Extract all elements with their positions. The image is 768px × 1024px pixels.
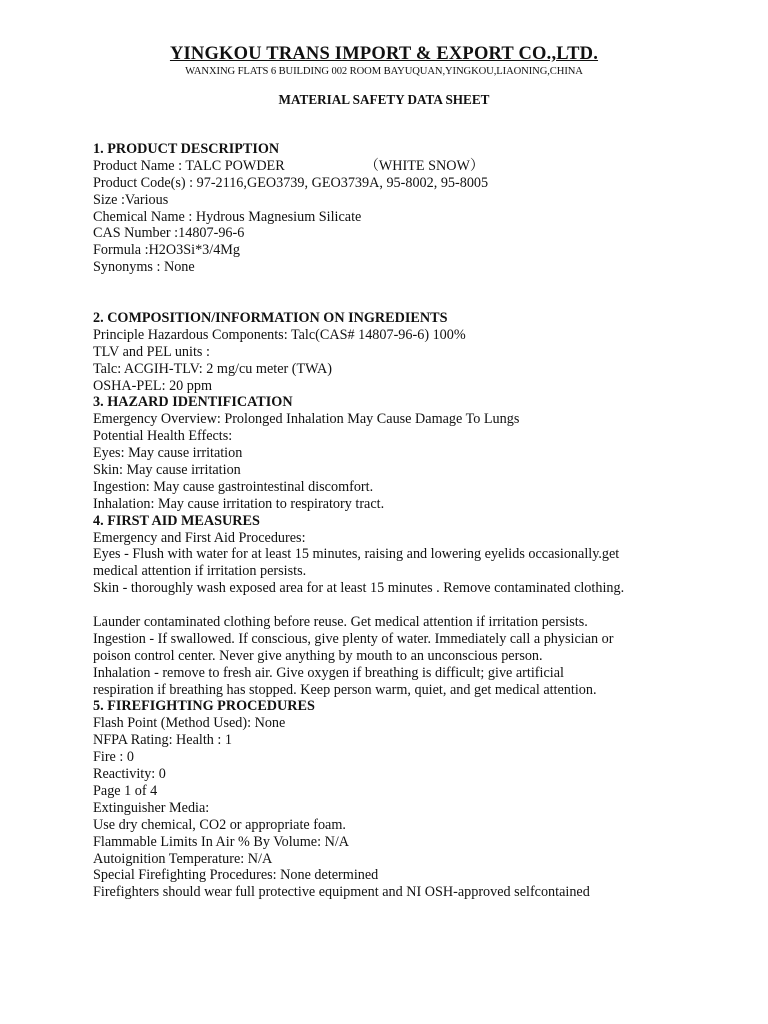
section-body	[93, 310, 693, 901]
text-line: Principle Hazardous Components: Talc(CAS# 14807-96-6) 100%	[93, 326, 466, 343]
section-product-description	[93, 141, 693, 276]
text-line: Skin: May cause irritation	[93, 462, 241, 479]
product-variant: （WHITE SNOW）	[364, 157, 485, 174]
text-line: Eyes - Flush with water for at least 15 minutes, raising and lowering eyelids occasionally.get	[93, 546, 620, 563]
document-title: MATERIAL SAFETY DATA SHEET	[278, 92, 490, 107]
text-line: Extinguisher Media:	[93, 799, 210, 816]
text-line: NFPA Rating: Health : 1	[93, 732, 232, 749]
text-line: Flammable Limits In Air % By Volume: N/A	[93, 833, 350, 850]
text-line: Talc: ACGIH-TLV: 2 mg/cu meter (TWA)	[93, 360, 332, 377]
text-line: Use dry chemical, CO2 or appropriate foam.	[93, 816, 346, 833]
text-line: medical attention if irritation persists.	[93, 563, 307, 580]
company-address: WANXING FLATS 6 BUILDING 002 ROOM BAYUQUAN,YINGKOU,LIAONING,CHINA	[185, 66, 583, 77]
text-line: Autoignition Temperature: N/A	[93, 850, 273, 867]
text-line: OSHA-PEL: 20 ppm	[93, 377, 213, 394]
section-heading: 1. PRODUCT DESCRIPTION	[93, 141, 280, 157]
product-name-line	[93, 158, 693, 175]
text-line: Ingestion: May cause gastrointestinal discomfort.	[93, 478, 374, 495]
product-name: Product Name : TALC POWDER	[93, 157, 285, 174]
product-size: Size :Various	[93, 191, 169, 208]
text-line: Firefighters should wear full protective equipment and NI OSH-approved selfcontained	[93, 884, 590, 901]
text-line: Flash Point (Method Used): None	[93, 715, 286, 732]
section-heading: 3. HAZARD IDENTIFICATION	[93, 394, 293, 411]
text-line: TLV and PEL units :	[93, 343, 210, 360]
text-line: Skin - thoroughly wash exposed area for at least 15 minutes . Remove contaminated clothing.	[93, 580, 625, 597]
page-number: Page 1 of 4	[93, 782, 158, 799]
section-heading: 2. COMPOSITION/INFORMATION ON INGREDIENTS	[93, 310, 448, 326]
cas-number: CAS Number :14807-96-6	[93, 225, 245, 242]
text-line: Eyes: May cause irritation	[93, 445, 243, 462]
text-line: Inhalation - remove to fresh air. Give oxygen if breathing is difficult; give artificial	[93, 664, 564, 681]
text-line: Emergency and First Aid Procedures:	[93, 529, 306, 546]
text-line: Emergency Overview: Prolonged Inhalation May Cause Damage To Lungs	[93, 411, 520, 428]
text-line: Fire : 0	[93, 749, 134, 766]
text-line: Launder contaminated clothing before reuse. Get medical attention if irritation persists.	[93, 614, 588, 631]
text-line: Ingestion - If swallowed. If conscious, give plenty of water. Immediately call a physician or	[93, 630, 614, 647]
section-heading: 4. FIRST AID MEASURES	[93, 512, 260, 529]
synonyms: Synonyms : None	[93, 259, 195, 276]
chemical-name: Chemical Name : Hydrous Magnesium Silicate	[93, 208, 362, 225]
text-line: Potential Health Effects:	[93, 428, 233, 445]
text-line: Reactivity: 0	[93, 766, 166, 783]
company-name: YINGKOU TRANS IMPORT & EXPORT CO.,LTD.	[169, 44, 599, 64]
text-line: Inhalation: May cause irritation to respiratory tract.	[93, 495, 385, 512]
blank-line	[93, 597, 693, 614]
text-line: poison control center. Never give anything by mouth to an unconscious person.	[93, 647, 543, 664]
text-line: Special Firefighting Procedures: None determined	[93, 867, 379, 884]
formula: Formula :H2O3Si*3/4Mg	[93, 242, 241, 259]
product-codes: Product Code(s) : 97-2116,GEO3739, GEO3739A, 95-8002, 95-8005	[93, 174, 489, 191]
text-line: respiration if breathing has stopped. Keep person warm, quiet, and get medical attention.	[93, 681, 597, 698]
section-heading: 5. FIREFIGHTING PROCEDURES	[93, 698, 315, 715]
